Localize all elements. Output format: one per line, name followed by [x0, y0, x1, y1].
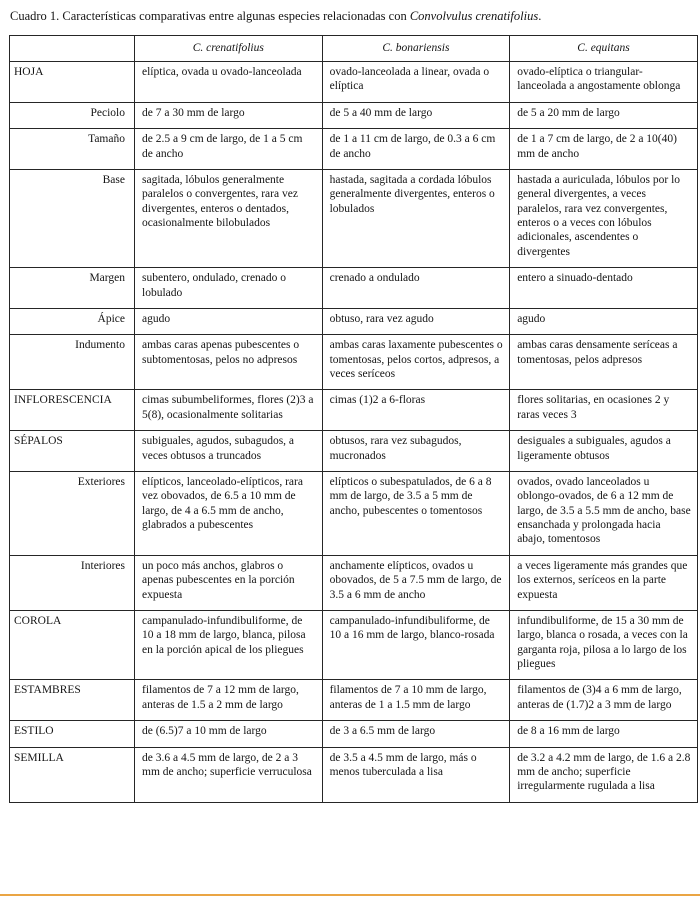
table-row: [10, 335, 698, 390]
table-row: [10, 431, 698, 472]
cell: a veces ligeramente más grandes que los externos, seríceos en la parte expuesta: [510, 555, 698, 610]
cell: entero a sinuado-dentado: [510, 268, 698, 309]
cell: cimas (1)2 a 6-floras: [322, 390, 510, 431]
row-label-estambres: ESTAMBRES: [10, 680, 135, 721]
row-label-interiores: Interiores: [10, 555, 135, 610]
cell: ambas caras apenas pubescentes o subtomentosas, pelos no adpresos: [135, 335, 323, 390]
cell: obtuso, rara vez agudo: [322, 308, 510, 334]
table-row: [10, 390, 698, 431]
cell: obtusos, rara vez subagudos, mucronados: [322, 431, 510, 472]
row-label-peciolo: Peciolo: [10, 102, 135, 128]
cell: de 3.5 a 4.5 mm de largo, más o menos tuberculada a lisa: [322, 747, 510, 802]
table-row: [10, 129, 698, 170]
cell: flores solitarias, en ocasiones 2 y raras veces 3: [510, 390, 698, 431]
cell: de 1 a 11 cm de largo, de 0.3 a 6 cm de ancho: [322, 129, 510, 170]
cell: elípticos, lanceolado-elípticos, rara vez obovados, de 6.5 a 10 mm de largo, de 4 a 6.5 mm de ancho, glabrados a pubescentes: [135, 471, 323, 555]
cell: elípticos o subespatulados, de 6 a 8 mm de largo, de 3.5 a 5 mm de ancho, pubescentes o tomentosos: [322, 471, 510, 555]
table-row: [10, 747, 698, 802]
cell: de 3.2 a 4.2 mm de largo, de 1.6 a 2.8 mm de ancho; superficie irregularmente rugulada a lisa: [510, 747, 698, 802]
table-row: [10, 268, 698, 309]
cell: filamentos de (3)4 a 6 mm de largo, anteras de (1.7)2 a 3 mm de largo: [510, 680, 698, 721]
row-label-indumento: Indumento: [10, 335, 135, 390]
row-label-hoja: HOJA: [10, 62, 135, 103]
cell: de 7 a 30 mm de largo: [135, 102, 323, 128]
row-label-tamano: Tamaño: [10, 129, 135, 170]
cell: de 8 a 16 mm de largo: [510, 721, 698, 747]
cell: de 5 a 40 mm de largo: [322, 102, 510, 128]
table-row: [10, 680, 698, 721]
table-row: [10, 169, 698, 267]
caption-text-prefix: Cuadro 1. Características comparativas entre algunas especies relacionadas con: [10, 9, 410, 23]
cell: agudo: [135, 308, 323, 334]
row-label-estilo: ESTILO: [10, 721, 135, 747]
table-caption: [10, 9, 695, 25]
cell: ovado-lanceolada a linear, ovada o elíptica: [322, 62, 510, 103]
cell: un poco más anchos, glabros o apenas pubescentes en la porción expuesta: [135, 555, 323, 610]
row-label-corola: COROLA: [10, 610, 135, 680]
cell: ambas caras densamente seríceas a tomentosas, pelos adpresos: [510, 335, 698, 390]
cell: anchamente elípticos, ovados u obovados, de 5 a 7.5 mm de largo, de 3.5 a 6 mm de ancho: [322, 555, 510, 610]
row-label-semilla: SEMILLA: [10, 747, 135, 802]
row-label-margen: Margen: [10, 268, 135, 309]
table-row: [10, 721, 698, 747]
table-row: [10, 471, 698, 555]
cell: hastada, sagitada a cordada lóbulos generalmente divergentes, enteros o lobulados: [322, 169, 510, 267]
table-row: [10, 308, 698, 334]
row-label-exteriores: Exteriores: [10, 471, 135, 555]
table-row: [10, 102, 698, 128]
cell: ovado-elíptica o triangular-lanceolada a angostamente oblonga: [510, 62, 698, 103]
cell: filamentos de 7 a 10 mm de largo, anteras de 1 a 1.5 mm de largo: [322, 680, 510, 721]
cell: de 3 a 6.5 mm de largo: [322, 721, 510, 747]
cell: subentero, ondulado, crenado o lobulado: [135, 268, 323, 309]
table-row: [10, 62, 698, 103]
col-header-equitans: C. equitans: [510, 35, 698, 61]
table-header-row: [10, 35, 698, 61]
cell: cimas subumbeliformes, flores (2)3 a 5(8), ocasionalmente solitarias: [135, 390, 323, 431]
col-header-crenatifolius: C. crenatifolius: [135, 35, 323, 61]
table-row: [10, 555, 698, 610]
col-header-bonariensis: C. bonariensis: [322, 35, 510, 61]
cell: ovados, ovado lanceolados u oblongo-ovados, de 6 a 12 mm de largo, de 3.5 a 5.5 mm de ancho, base ensanchada y prolongada hacia abajo, tomentosos: [510, 471, 698, 555]
cell: de 3.6 a 4.5 mm de largo, de 2 a 3 mm de ancho; superficie verruculosa: [135, 747, 323, 802]
cell: campanulado-infundibuliforme, de 10 a 16 mm de largo, blanco-rosada: [322, 610, 510, 680]
cell: ambas caras laxamente pubescentes o tomentosas, pelos cortos, adpresos, a veces seríceos: [322, 335, 510, 390]
cell: crenado a ondulado: [322, 268, 510, 309]
cell: agudo: [510, 308, 698, 334]
cell: filamentos de 7 a 12 mm de largo, anteras de 1.5 a 2 mm de largo: [135, 680, 323, 721]
corner-cell: [10, 35, 135, 61]
cell: infundibuliforme, de 15 a 30 mm de largo, blanca o rosada, a veces con la garganta roja, pilosa a lo largo de los pliegues: [510, 610, 698, 680]
cell: de 2.5 a 9 cm de largo, de 1 a 5 cm de ancho: [135, 129, 323, 170]
row-label-inflorescencia: INFLORESCENCIA: [10, 390, 135, 431]
cell: campanulado-infundibuliforme, de 10 a 18 mm de largo, blanca, pilosa en la porción apical de los pliegues: [135, 610, 323, 680]
caption-text-suffix: .: [538, 9, 542, 23]
table-row: [10, 610, 698, 680]
row-label-base: Base: [10, 169, 135, 267]
comparison-table: [9, 35, 698, 803]
cell: subiguales, agudos, subagudos, a veces obtusos a truncados: [135, 431, 323, 472]
cell: desiguales a subiguales, agudos a ligeramente obtusos: [510, 431, 698, 472]
cell: hastada a auriculada, lóbulos por lo general divergentes, a veces paralelos, rara vez convergentes, enteros o a veces con lóbulos adicionales, ascendentes o divergentes: [510, 169, 698, 267]
row-label-apice: Ápice: [10, 308, 135, 334]
cell: de (6.5)7 a 10 mm de largo: [135, 721, 323, 747]
cell: sagitada, lóbulos generalmente paralelos o convergentes, rara vez divergentes, enteros o dentados, ocasionalmente bilobulados: [135, 169, 323, 267]
cell: elíptica, ovada u ovado-lanceolada: [135, 62, 323, 103]
bottom-divider: [0, 894, 700, 896]
cell: de 1 a 7 cm de largo, de 2 a 10(40) mm de ancho: [510, 129, 698, 170]
cell: de 5 a 20 mm de largo: [510, 102, 698, 128]
species-name: Convolvulus crenatifolius: [409, 9, 539, 23]
row-label-sepalos: SÉPALOS: [10, 431, 135, 472]
